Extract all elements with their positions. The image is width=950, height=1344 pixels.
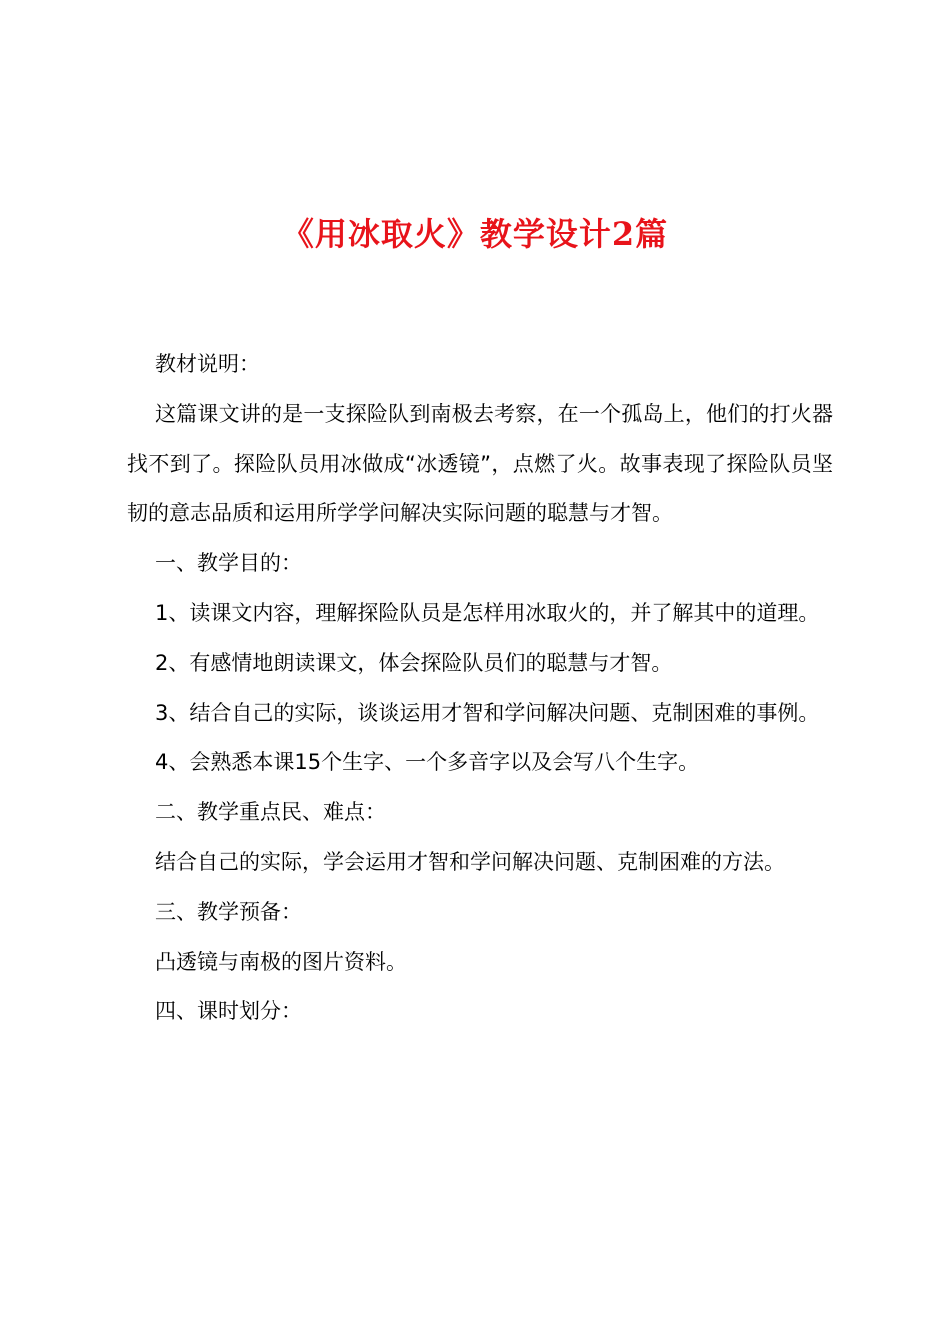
paragraph-goals-heading: 一、教学目的：: [155, 551, 302, 576]
paragraph-key-points-heading: 二、教学重点民、难点：: [155, 800, 386, 825]
paragraph-preparation-heading: 三、教学预备：: [155, 899, 302, 924]
document-body: [127, 340, 833, 1037]
paragraph-schedule-heading: 四、课时划分：: [155, 999, 302, 1024]
paragraph-preparation: 凸透镜与南极的图片资料。: [155, 949, 407, 974]
paragraph-key-points: 结合自己的实际，学会运用才智和学问解决问题、克制困难的方法。: [155, 849, 785, 874]
document-title: 《用冰取火》教学设计2篇: [281, 215, 669, 253]
paragraph-goal-1: 1、读课文内容，理解探险队员是怎样用冰取火的，并了解其中的道理。: [155, 600, 820, 625]
paragraph-goal-4: 4、会熟悉本课15个生字、一个多音字以及会写八个生字。: [155, 750, 700, 775]
paragraph-goal-3: 3、结合自己的实际，谈谈运用才智和学问解决问题、克制困难的事例。: [155, 700, 820, 725]
paragraph-materials-description: 这篇课文讲的是一支探险队到南极去考察，在一个孤岛上，他们的打火器找不到了。探险队员用冰做成“冰透镜”，点燃了火。故事表现了探险队员坚韧的意志品质和运用所学学问解决实际问题的聪慧与才智。: [127, 401, 833, 526]
paragraph-goal-2: 2、有感情地朗读课文，体会探险队员们的聪慧与才智。: [155, 650, 673, 675]
paragraph-materials-heading: 教材说明：: [155, 352, 260, 376]
